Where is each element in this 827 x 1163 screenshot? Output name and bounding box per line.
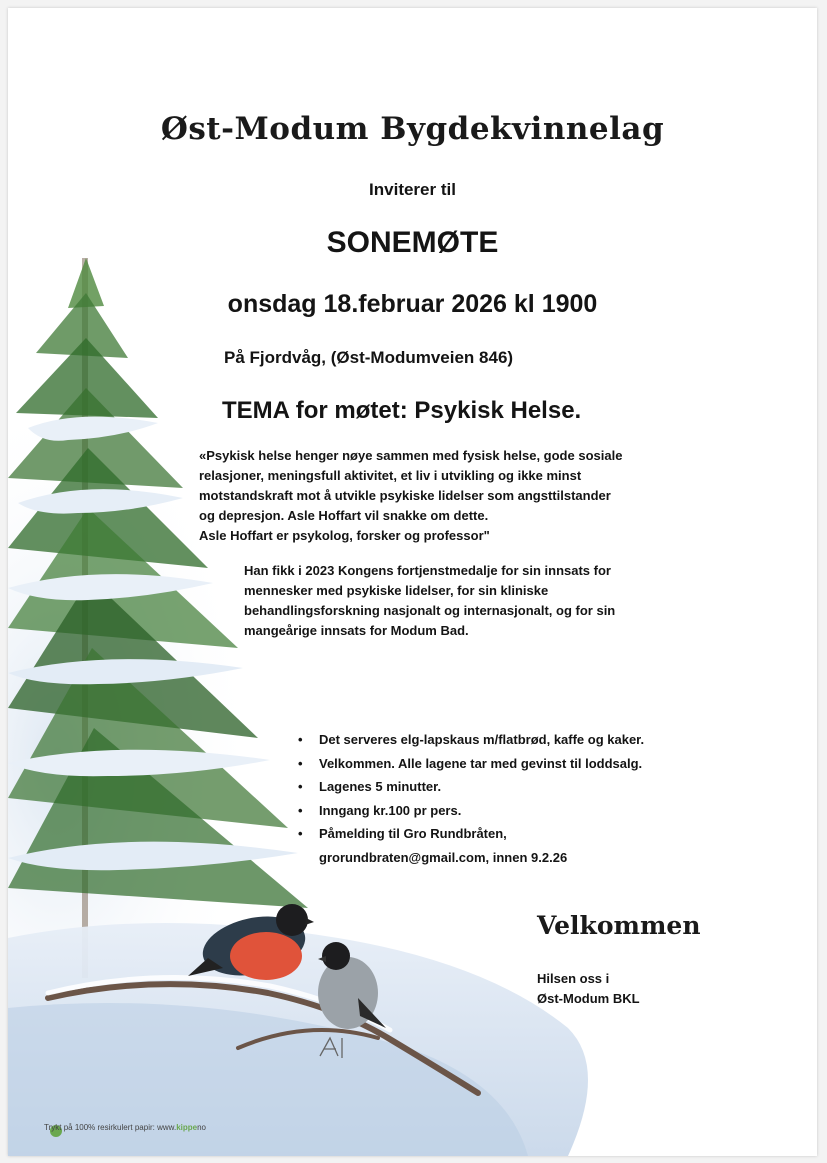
- info-list: [298, 728, 644, 869]
- list-item: • Velkommen. Alle lagene tar med gevinst til loddsalg.: [298, 752, 644, 776]
- quote-line: motstandskraft mot å utvikle psykiske lidelser som angsttilstander: [199, 488, 611, 503]
- meeting-theme: TEMA for møtet: Psykisk Helse.: [222, 397, 582, 424]
- footer-text: Trykt på 100% resirkulert papir: www.kippeno: [44, 1123, 207, 1132]
- list-item: • Det serveres elg-lapskaus m/flatbrød, kaffe og kaker.: [298, 728, 644, 752]
- list-item: • Lagenes 5 minutter.: [298, 775, 644, 799]
- quote-line: og depresjon. Asle Hoffart vil snakke om dette.: [199, 508, 489, 523]
- list-item: • Påmelding til Gro Rundbråten,: [298, 822, 644, 846]
- event-datetime: onsdag 18.februar 2026 kl 1900: [227, 290, 598, 318]
- honor-line: mangeårige innsats for Modum Bad.: [244, 623, 469, 638]
- bullet-icon: •: [298, 732, 303, 747]
- speaker-quote: [199, 446, 622, 546]
- greeting-line: Hilsen oss i: [537, 971, 610, 986]
- organizer-title: Øst-Modum Bygdekvinnelag: [160, 111, 665, 147]
- greeting: [537, 969, 640, 1009]
- quote-line: relasjoner, meningsfull aktivitet, et liv i utvikling og ikke minst: [199, 468, 582, 483]
- print-footer: [44, 1123, 206, 1132]
- bullet-icon: •: [298, 802, 303, 818]
- bullet-icon: •: [298, 779, 303, 794]
- registration-contact: grorundbraten@gmail.com, innen 9.2.26: [319, 849, 568, 865]
- bullet-icon: •: [298, 755, 303, 771]
- honor-line: behandlingsforskning nasjonalt og internasjonalt, og for sin: [244, 603, 616, 618]
- event-venue: På Fjordvåg, (Øst-Modumveien 846): [224, 348, 514, 367]
- invites-line: Inviterer til: [369, 180, 456, 199]
- event-name: SONEMØTE: [326, 226, 499, 259]
- greeting-line: Øst-Modum BKL: [537, 991, 640, 1006]
- list-item: • Inngang kr.100 pr pers.: [298, 799, 644, 823]
- speaker-honor: [244, 561, 615, 641]
- poster-sheet: [8, 8, 817, 1156]
- welcome-heading: Velkommen: [537, 911, 701, 940]
- honor-line: Han fikk i 2023 Kongens fortjenstmedalje for sin innsats for: [244, 563, 611, 578]
- quote-line: «Psykisk helse henger nøye sammen med fysisk helse, gode sosiale: [199, 448, 623, 463]
- bullet-icon: •: [298, 826, 303, 841]
- quote-line: Asle Hoffart er psykolog, forsker og professor": [199, 528, 490, 543]
- honor-line: mennesker med psykiske lidelser, for sin kliniske: [244, 583, 549, 598]
